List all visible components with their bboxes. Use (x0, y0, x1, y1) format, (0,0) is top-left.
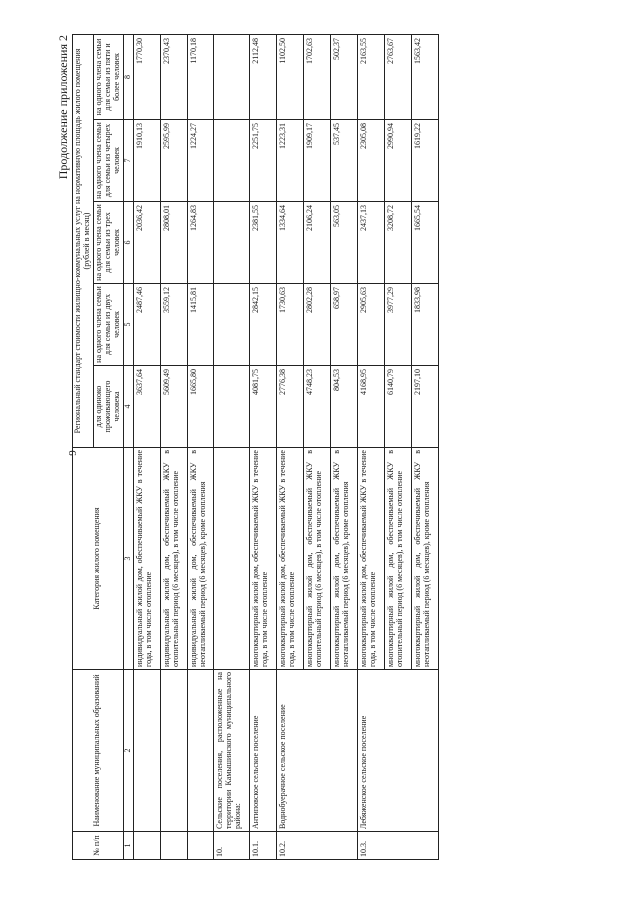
column-number-row (123, 34, 133, 859)
column-number: 6 (123, 202, 133, 284)
category-cell: индивидуальный жилой дом, обеспечиваемый ЖКУ в течение года, в том числе отопление (133, 448, 160, 670)
value-cell: 2106,24 (304, 202, 331, 284)
table-row (133, 34, 160, 859)
value-cell: 3208,72 (384, 202, 411, 284)
category-cell: многоквартирный жилой дом, обеспечиваемый ЖКУ в отопительный период (6 месяцев), в том числе отопление (304, 448, 331, 670)
header-municipality: Наименование муниципальных образований (73, 670, 124, 832)
value-cell: 563,05 (331, 202, 358, 284)
value-cell: 1334,64 (277, 202, 304, 284)
value-cell: 1770,30 (133, 34, 160, 119)
value-cell: 3637,64 (133, 366, 160, 448)
column-number: 2 (123, 670, 133, 832)
category-cell: многоквартирный жилой дом, обеспечиваемый ЖКУ в течение года, в том числе отопление (357, 448, 384, 670)
value-cell: 1702,63 (304, 34, 331, 119)
value-cell: 1224,27 (187, 120, 214, 202)
table-row (160, 34, 187, 859)
subsection-number: 10.2. (277, 832, 358, 860)
value-cell: 2763,67 (384, 34, 411, 119)
category-cell: многоквартирный жилой дом, обеспечиваемый ЖКУ в течение года, в том числе отопление (250, 448, 277, 670)
value-cell: 4168,95 (357, 366, 384, 448)
value-cell: 4748,23 (304, 366, 331, 448)
value-cell: 1619,22 (411, 120, 438, 202)
value-cell: 3977,29 (384, 284, 411, 366)
header-col-five: на одного члена семьи для семьи из пяти и более человек (93, 34, 123, 119)
value-cell: 1264,83 (187, 202, 214, 284)
value-cell: 6140,79 (384, 366, 411, 448)
appendix-label: Продолжение приложения 2 (56, 35, 70, 180)
value-cell: 2802,28 (304, 284, 331, 366)
column-number: 1 (123, 832, 133, 860)
value-cell: 1415,81 (187, 284, 214, 366)
section-row (214, 34, 250, 859)
value-cell: 2808,01 (160, 202, 187, 284)
value-cell: 1665,54 (411, 202, 438, 284)
housing-standard-table (72, 34, 439, 860)
value-cell: 1170,18 (187, 34, 214, 119)
value-cell: 537,45 (331, 120, 358, 202)
value-cell: 502,37 (331, 34, 358, 119)
header-col-two: на одного члена семьи для семьи из двух человек (93, 284, 123, 366)
category-cell: индивидуальный жилой дом, обеспечиваемый ЖКУ в неотапливаемый период (6 месяцев), кроме отопления (187, 448, 214, 670)
column-number: 3 (123, 448, 133, 670)
subsection-number: 10.3. (357, 832, 438, 860)
category-cell: многоквартирный жилой дом, обеспечиваемый ЖКУ в неотапливаемый период (6 месяцев), кроме отопления (331, 448, 358, 670)
value-cell: 2842,15 (250, 284, 277, 366)
value-cell: 5609,49 (160, 366, 187, 448)
value-cell: 1910,13 (133, 120, 160, 202)
value-cell: 2487,46 (133, 284, 160, 366)
value-cell: 2990,94 (384, 120, 411, 202)
subsection-name: Воднобуерачное сельское поселение (277, 670, 358, 832)
section-name: Сельские поселения, расположенные на территории Камышинского муниципального района: (214, 670, 250, 832)
header-col-three: на одного члена семьи для семьи из трех человек (93, 202, 123, 284)
value-cell: 4081,75 (250, 366, 277, 448)
value-cell: 2305,08 (357, 120, 384, 202)
column-number: 5 (123, 284, 133, 366)
value-cell: 2251,75 (250, 120, 277, 202)
header-col-single: для одиноко проживающего человека (93, 366, 123, 448)
value-cell: 2595,99 (160, 120, 187, 202)
value-cell: 2036,42 (133, 202, 160, 284)
table-row (277, 34, 304, 859)
value-cell: 1730,63 (277, 284, 304, 366)
header-num: № п/п (73, 832, 124, 860)
value-cell: 3559,12 (160, 284, 187, 366)
value-cell: 1833,98 (411, 284, 438, 366)
page-number: 9 (67, 450, 79, 456)
column-number: 4 (123, 366, 133, 448)
subsection-name: Антиповское сельское поселение (250, 670, 277, 832)
column-number: 8 (123, 34, 133, 119)
header-col-four: на одного члена семьи для семьи из четырех человек (93, 120, 123, 202)
table-row (187, 34, 214, 859)
table-row (357, 34, 384, 859)
value-cell: 2905,63 (357, 284, 384, 366)
category-cell: индивидуальный жилой дом, обеспечиваемый ЖКУ в отопительный период (6 месяцев), в том числе отопление (160, 448, 187, 670)
value-cell: 1665,80 (187, 366, 214, 448)
value-cell: 2776,38 (277, 366, 304, 448)
subsection-name: Лебяженское сельское поселение (357, 670, 438, 832)
value-cell: 2197,10 (411, 366, 438, 448)
header-standard-group: Региональный стандарт стоимости жилищно-коммунальных услуг на нормативную площадь жилого помещения (рублей в месяц) (73, 34, 94, 447)
column-number: 7 (123, 120, 133, 202)
value-cell: 1223,31 (277, 120, 304, 202)
subsection-number: 10.1. (250, 832, 277, 860)
category-cell: многоквартирный жилой дом, обеспечиваемый ЖКУ в отопительный период (6 месяцев), в том числе отопление (384, 448, 411, 670)
value-cell: 658,97 (331, 284, 358, 366)
value-cell: 1563,42 (411, 34, 438, 119)
value-cell: 2112,48 (250, 34, 277, 119)
section-number: 10. (214, 832, 250, 860)
category-cell: многоквартирный жилой дом, обеспечиваемый ЖКУ в течение года, в том числе отопление (277, 448, 304, 670)
value-cell: 2370,43 (160, 34, 187, 119)
value-cell: 1102,50 (277, 34, 304, 119)
header-category: Категория жилого помещения (73, 448, 124, 670)
value-cell: 804,53 (331, 366, 358, 448)
table-row (250, 34, 277, 859)
value-cell: 2381,55 (250, 202, 277, 284)
value-cell: 2437,13 (357, 202, 384, 284)
category-cell: многоквартирный жилой дом, обеспечиваемый ЖКУ в неотапливаемый период (6 месяцев), кроме отопления (411, 448, 438, 670)
value-cell: 2163,55 (357, 34, 384, 119)
value-cell: 1909,17 (304, 120, 331, 202)
